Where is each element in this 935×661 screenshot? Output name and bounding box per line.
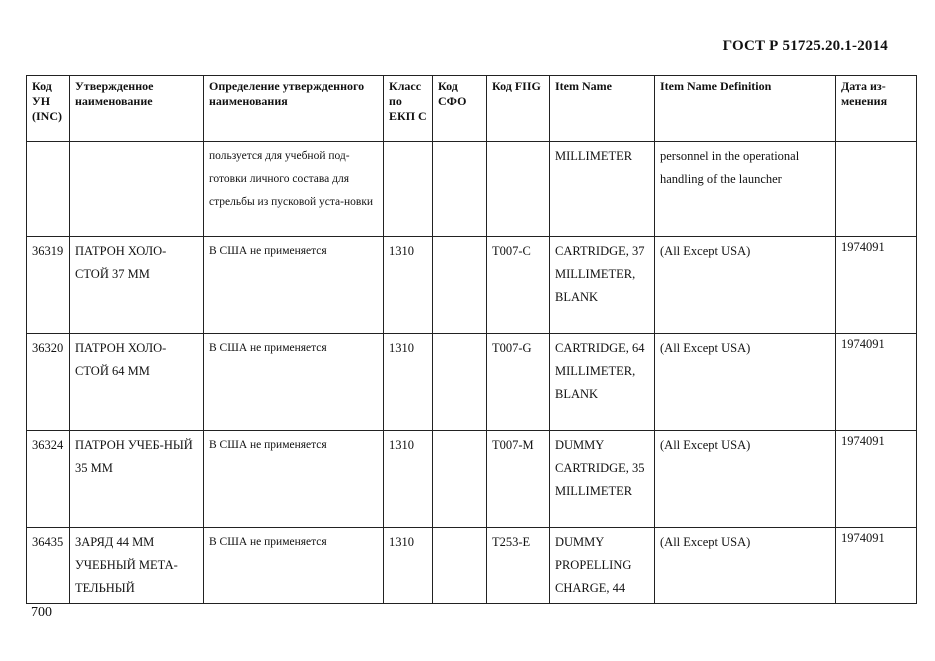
cell-item-name-definition: personnel in the operational handling of the launcher <box>655 142 836 237</box>
col-header-class-ekps: Класс по ЕКП С <box>384 76 433 142</box>
cell-class-ekps <box>384 142 433 237</box>
cell-class-ekps: 1310 <box>384 237 433 334</box>
cell-code-sfo <box>433 431 487 528</box>
cell-definition: В США не применяется <box>204 334 384 431</box>
col-header-approved-name: Утвержденное наименование <box>70 76 204 142</box>
cell-code-sfo <box>433 237 487 334</box>
cell-item-name-definition: (All Except USA) <box>655 237 836 334</box>
table-row <box>27 237 917 334</box>
cell-code-sfo <box>433 528 487 604</box>
cell-inc: 36435 <box>27 528 70 604</box>
cell-definition: В США не применяется <box>204 431 384 528</box>
cell-class-ekps: 1310 <box>384 334 433 431</box>
col-header-code-sfo: Код СФО <box>433 76 487 142</box>
cell-change-date: 1974091 <box>836 431 917 528</box>
cell-item-name: DUMMY PROPELLING CHARGE, 44 <box>550 528 655 604</box>
cell-approved-name: ПАТРОН ХОЛО-СТОЙ 37 ММ <box>70 237 204 334</box>
cell-class-ekps: 1310 <box>384 431 433 528</box>
cell-approved-name: ЗАРЯД 44 ММ УЧЕБНЫЙ МЕТА-ТЕЛЬНЫЙ <box>70 528 204 604</box>
cell-item-name: DUMMY CARTRIDGE, 35 MILLIMETER <box>550 431 655 528</box>
document-code: ГОСТ Р 51725.20.1-2014 <box>722 38 888 54</box>
cell-definition: пользуется для учебной под-готовки личного состава для стрельбы из пусковой уста-новки <box>204 142 384 237</box>
table-row <box>27 142 917 237</box>
table-row <box>27 431 917 528</box>
cell-item-name-definition: (All Except USA) <box>655 431 836 528</box>
cell-approved-name: ПАТРОН ХОЛО-СТОЙ 64 ММ <box>70 334 204 431</box>
cell-class-ekps: 1310 <box>384 528 433 604</box>
cell-code-fiig <box>487 142 550 237</box>
cell-item-name: CARTRIDGE, 64 MILLIMETER, BLANK <box>550 334 655 431</box>
cell-item-name: MILLIMETER <box>550 142 655 237</box>
cell-inc: 36319 <box>27 237 70 334</box>
cell-change-date: 1974091 <box>836 334 917 431</box>
cell-change-date <box>836 142 917 237</box>
cell-approved-name: ПАТРОН УЧЕБ-НЫЙ 35 ММ <box>70 431 204 528</box>
cell-change-date: 1974091 <box>836 237 917 334</box>
cell-code-fiig: T007-M <box>487 431 550 528</box>
cell-definition: В США не применяется <box>204 528 384 604</box>
col-header-change-date: Дата из-менения <box>836 76 917 142</box>
items-table <box>26 75 917 604</box>
cell-code-fiig: T007-G <box>487 334 550 431</box>
col-header-inc: Код УН (INC) <box>27 76 70 142</box>
cell-inc <box>27 142 70 237</box>
cell-code-fiig: T007-C <box>487 237 550 334</box>
col-header-code-fiig: Код FIIG <box>487 76 550 142</box>
cell-change-date: 1974091 <box>836 528 917 604</box>
cell-inc: 36324 <box>27 431 70 528</box>
cell-approved-name <box>70 142 204 237</box>
col-header-definition: Определение утвержденного наименования <box>204 76 384 142</box>
col-header-item-name-definition: Item Name Definition <box>655 76 836 142</box>
cell-definition: В США не применяется <box>204 237 384 334</box>
table-row <box>27 334 917 431</box>
page-number: 700 <box>31 605 52 620</box>
cell-code-sfo <box>433 142 487 237</box>
table-row <box>27 528 917 604</box>
col-header-item-name: Item Name <box>550 76 655 142</box>
cell-code-sfo <box>433 334 487 431</box>
cell-item-name-definition: (All Except USA) <box>655 334 836 431</box>
cell-code-fiig: T253-E <box>487 528 550 604</box>
cell-item-name-definition: (All Except USA) <box>655 528 836 604</box>
table-header-row <box>27 76 917 142</box>
cell-item-name: CARTRIDGE, 37 MILLIMETER, BLANK <box>550 237 655 334</box>
cell-inc: 36320 <box>27 334 70 431</box>
